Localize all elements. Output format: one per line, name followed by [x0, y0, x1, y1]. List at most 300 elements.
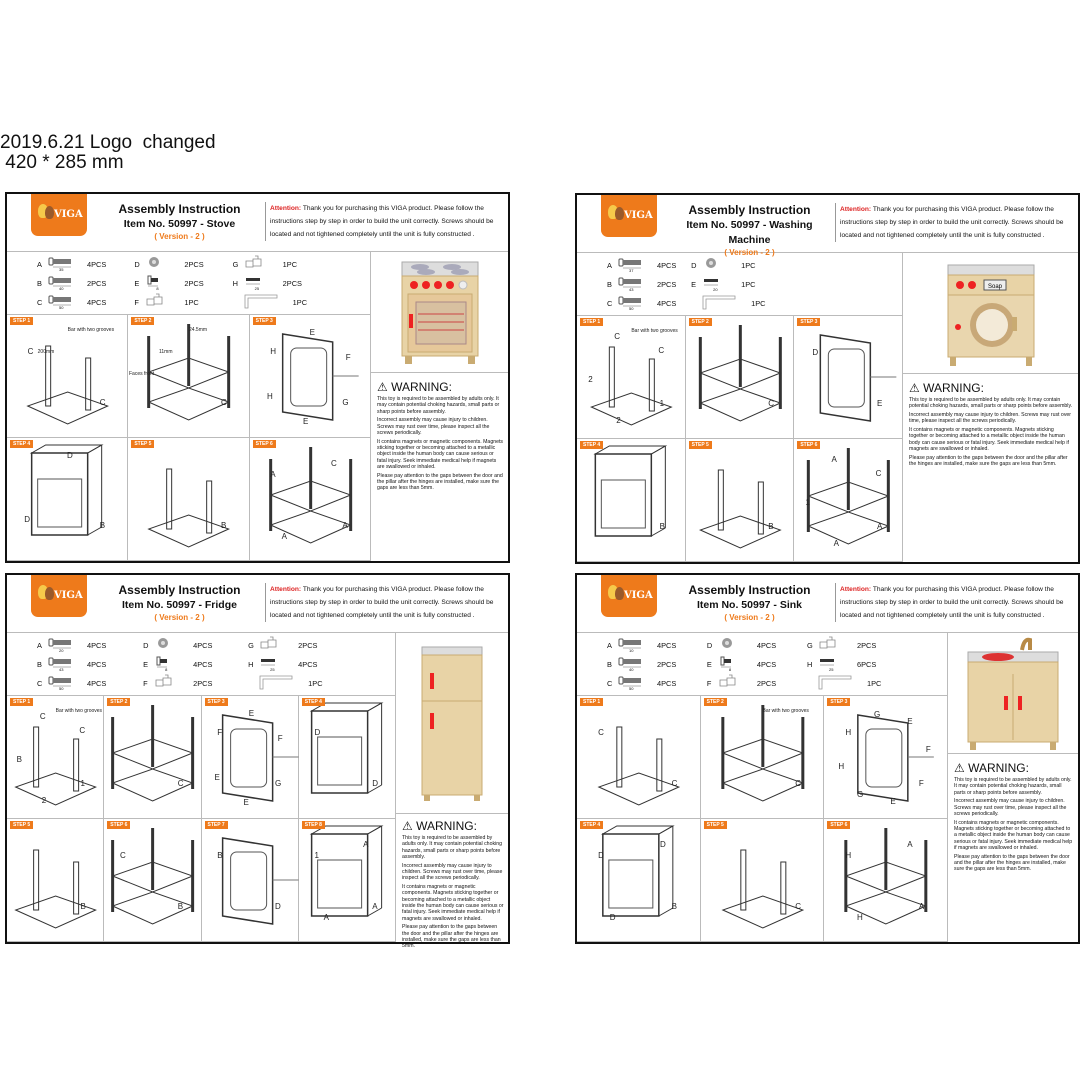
- warning-paragraph: Please pay attention to the gaps between the door and the pillar after the hinges are installed, make sure the gaps are less than 5mm.: [909, 454, 1068, 468]
- step-3: [824, 696, 948, 819]
- step-badge: STEP 5: [10, 821, 33, 829]
- screw-icon: [617, 674, 649, 692]
- attention-text: Thank you for purchasing this VIGA product. Please follow the instructions step by step in order to build the unit correctly. Screws should be located and not tightened completely until the unit is fully constructed .: [840, 586, 1064, 619]
- part-item: [248, 655, 317, 673]
- part-callout: F: [277, 734, 283, 744]
- part-letter: H: [232, 278, 239, 288]
- step-badge: STEP 6: [253, 440, 276, 448]
- warning-heading: [909, 381, 1074, 395]
- short-screw-icon: [258, 655, 290, 673]
- step-5: [686, 439, 795, 562]
- instruction-sheet-sink: [575, 573, 1080, 944]
- warning-paragraph: Incorrect assembly may cause injury to children. Screws may rust over time, please inspect all the screws periodically.: [402, 862, 503, 882]
- allen-key-icon: [243, 293, 285, 311]
- attention-notice: [265, 202, 510, 241]
- part-callout: D: [372, 778, 379, 788]
- part-letter: D: [691, 260, 697, 270]
- screw-icon: [617, 655, 649, 673]
- step-2: [686, 316, 795, 439]
- part-callout: F: [217, 728, 223, 738]
- part-item: [143, 674, 212, 692]
- part-length: 8: [728, 667, 732, 672]
- parts-list: [7, 633, 396, 696]
- part-quantity: 2PCS: [184, 259, 204, 269]
- hinge-screw-icon: [717, 655, 749, 673]
- step-badge: STEP 6: [107, 821, 130, 829]
- part-callout: A: [372, 901, 378, 911]
- version-label: ( Version - 2 ): [724, 613, 775, 622]
- attention-label: Attention:: [270, 205, 302, 212]
- part-callout: H: [270, 347, 277, 357]
- attention-label: Attention:: [840, 206, 872, 213]
- part-length: 25: [254, 286, 260, 291]
- part-callout: C: [614, 331, 620, 341]
- sheet-title: [672, 203, 827, 258]
- part-quantity: 4PCS: [756, 640, 777, 650]
- part-item: [248, 636, 317, 654]
- part-length: 43: [59, 667, 64, 672]
- part-quantity: 2PCS: [298, 640, 318, 650]
- part-callout: C: [795, 901, 801, 911]
- part-callout: B: [177, 901, 184, 911]
- short-screw-icon: [817, 655, 849, 673]
- part-item: [807, 655, 876, 673]
- step-3: [794, 316, 903, 439]
- part-quantity: 4PCS: [87, 640, 107, 650]
- part-quantity: 4PCS: [657, 678, 677, 688]
- part-callout: B: [671, 901, 677, 911]
- step-badge: STEP 3: [253, 317, 276, 325]
- part-callout: C: [875, 469, 882, 479]
- part-item: [707, 655, 776, 673]
- part-callout: C: [658, 346, 665, 356]
- part-letter: B: [607, 659, 612, 669]
- heading: Assembly Instruction: [688, 583, 811, 597]
- part-callout: A: [876, 521, 883, 531]
- item-number: Item No. 50997 - Washing Machine: [686, 219, 813, 246]
- part-item: [607, 674, 676, 692]
- part-item: [143, 636, 212, 654]
- bear-icon: [45, 206, 54, 219]
- part-callout: C: [598, 728, 604, 738]
- part-item: [37, 655, 106, 673]
- step-6: [824, 819, 948, 942]
- part-callout: D: [598, 851, 604, 861]
- step-badge: STEP 5: [689, 441, 712, 449]
- part-item: [134, 274, 203, 292]
- step-badge: STEP 3: [797, 318, 820, 326]
- product-column: [395, 633, 508, 950]
- warning-triangle-icon: ⚠: [954, 761, 969, 775]
- part-callout: 1: [659, 398, 665, 408]
- screw-icon: [47, 293, 79, 311]
- screw-icon: [47, 274, 79, 292]
- part-quantity: 4PCS: [657, 298, 677, 308]
- step-badge: STEP 4: [580, 441, 603, 449]
- warning-triangle-icon: ⚠: [377, 380, 392, 394]
- step-4: [299, 696, 396, 819]
- part-callout: A: [323, 913, 329, 923]
- screw-icon: [47, 655, 79, 673]
- part-callout: D: [24, 514, 31, 524]
- part-letter: B: [607, 279, 612, 289]
- part-quantity: 1PC: [292, 297, 308, 307]
- part-quantity: 2PCS: [857, 640, 877, 650]
- warning-paragraph: Incorrect assembly may cause injury to children. Screws may rust over time, please inspect all the screws periodically.: [954, 798, 1067, 817]
- part-item: [134, 255, 203, 273]
- part-callout: E: [248, 709, 255, 719]
- assembly-steps: [7, 315, 371, 561]
- step-6: [250, 438, 371, 561]
- part-callout: A: [907, 839, 913, 849]
- part-callout: C: [27, 347, 34, 357]
- instruction-sheet-stove: [5, 192, 510, 563]
- part-callout: A: [918, 901, 925, 911]
- part-callout: D: [659, 839, 666, 849]
- nut-icon: [153, 636, 185, 654]
- part-letter: G: [807, 640, 813, 650]
- step-badge: STEP 7: [205, 821, 228, 829]
- step-badge: STEP 4: [10, 440, 33, 448]
- product-photo-washer: [903, 253, 1078, 374]
- part-quantity: 1PC: [867, 678, 882, 688]
- part-callout: E: [876, 398, 883, 408]
- warning-heading: [377, 380, 504, 394]
- attention-notice: [835, 583, 1080, 622]
- part-callout: B: [768, 521, 774, 531]
- step-badge: STEP 1: [580, 318, 603, 326]
- warning-paragraph: Please pay attention to the gaps between the door and the pillar after the hinges are installed, make sure the gaps are less than 5mm.: [377, 472, 503, 492]
- viga-logo: [601, 575, 657, 617]
- step-6: [794, 439, 903, 562]
- part-quantity: 4PCS: [87, 297, 107, 307]
- part-callout: F: [345, 353, 351, 363]
- part-callout: B: [659, 521, 665, 531]
- part-quantity: 2PCS: [657, 659, 677, 669]
- product-photo-fridge: [396, 633, 508, 814]
- logo-text: VIGA: [54, 209, 83, 220]
- warning-paragraph: Please pay attention to the gaps between the door and the pillar after the hinges are installed, make sure the gaps are less than 5mm.: [402, 924, 501, 950]
- short-screw-icon: [243, 274, 275, 292]
- part-length: 50: [629, 686, 634, 691]
- step-4: [577, 439, 686, 562]
- bracket-icon: [258, 636, 290, 654]
- part-quantity: 2PCS: [756, 678, 777, 688]
- bracket-icon: [243, 255, 275, 273]
- part-item: [233, 274, 302, 292]
- part-letter: F: [134, 297, 139, 307]
- screw-icon: [47, 674, 79, 692]
- attention-text: Thank you for purchasing this VIGA product. Please follow the instructions step by step in order to build the unit correctly. Screws should be located and not tightened completely until the unit is fully constructed .: [270, 205, 494, 238]
- step-3: [250, 315, 371, 438]
- part-letter: D: [134, 259, 140, 269]
- step-annotation: 11mm: [158, 349, 173, 355]
- warning-heading: [402, 819, 504, 833]
- allen-key-icon: [817, 674, 859, 692]
- part-item: [691, 256, 755, 274]
- nut-icon: [701, 256, 733, 274]
- short-screw-icon: [701, 275, 733, 293]
- product-photo-stove: [371, 252, 508, 373]
- step-4: [577, 819, 701, 942]
- part-letter: E: [143, 659, 149, 669]
- part-callout: A: [281, 532, 287, 542]
- attention-text: Thank you for purchasing this VIGA product. Please follow the instructions step by step in order to build the unit correctly. Screws should be located and not tightened completely until the unit is fully constructed .: [840, 206, 1064, 239]
- warning-paragraph: This toy is required to be assembled by adults only. It may contain potential choking hazards, small parts or sharp points before assembly.: [909, 397, 1073, 410]
- part-length: 8: [156, 286, 159, 291]
- part-item: [807, 674, 881, 692]
- allen-key-icon: [258, 674, 300, 692]
- warning-paragraph: This toy is required to be assembled by adults only. It may contain potential choking hazards, small parts or sharp points before assembly.: [402, 835, 502, 860]
- part-length: 37: [629, 268, 634, 273]
- assembly-steps: [7, 696, 396, 942]
- part-item: [233, 293, 307, 311]
- part-letter: C: [37, 297, 43, 307]
- step-badge: STEP 3: [827, 698, 850, 706]
- heading: Assembly Instruction: [118, 202, 241, 216]
- part-letter: C: [607, 298, 613, 308]
- part-item: [248, 674, 322, 692]
- part-item: [134, 293, 198, 311]
- part-letter: A: [607, 640, 612, 650]
- part-item: [607, 636, 676, 654]
- sheet-title: [102, 583, 257, 623]
- step-badge: STEP 4: [580, 821, 603, 829]
- screw-icon: [617, 275, 649, 293]
- part-letter: H: [248, 659, 254, 669]
- assembly-steps: [577, 696, 948, 942]
- item-number: Item No. 50997 - Fridge: [122, 599, 237, 611]
- attention-label: Attention:: [840, 586, 872, 593]
- step-8: [299, 819, 396, 942]
- part-callout: C: [79, 726, 86, 736]
- step-annotation: Bar with two grooves: [67, 327, 115, 333]
- bracket-icon: [817, 636, 849, 654]
- part-callout: A: [363, 839, 369, 849]
- part-callout: 2: [588, 374, 593, 384]
- part-quantity: 1PC: [282, 259, 298, 269]
- part-letter: F: [143, 678, 148, 688]
- warning-title: WARNING:: [923, 381, 984, 395]
- part-callout: D: [609, 913, 616, 923]
- print-size-note: 420 * 285 mm: [0, 152, 124, 173]
- step-badge: STEP 1: [10, 317, 33, 325]
- step-2: [701, 696, 825, 819]
- part-callout: G: [857, 790, 864, 800]
- step-badge: STEP 3: [205, 698, 228, 706]
- assembly-steps: [577, 316, 903, 562]
- part-quantity: 1PC: [741, 260, 756, 270]
- product-column: [947, 633, 1078, 942]
- step-2: [128, 315, 249, 438]
- part-callout: 2: [616, 415, 621, 425]
- part-letter: E: [691, 279, 697, 289]
- svg-text:Soap: Soap: [987, 284, 1002, 290]
- part-letter: A: [37, 259, 42, 269]
- part-letter: H: [807, 659, 813, 669]
- warning-title: WARNING:: [391, 380, 452, 394]
- warning-paragraph: It contains magnets or magnetic components. Magnets sticking together or becoming attached to a metallic object inside the human body can cause serious or fatal injury. Seek immediate medical help if magnets are swallowed or inhaled.: [954, 819, 1073, 851]
- part-item: [607, 256, 676, 274]
- part-callout: C: [768, 398, 775, 408]
- part-callout: C: [177, 778, 184, 788]
- part-callout: 1: [805, 497, 810, 507]
- part-quantity: 2PCS: [193, 678, 213, 688]
- step-badge: STEP 2: [689, 318, 712, 326]
- warning-paragraph: It contains magnets or magnetic components. Magnets sticking together or becoming attached to a metallic object inside the human body can cause serious or fatal injury. Seek immediate medical help if magnets are swallowed or inhaled.: [377, 438, 504, 470]
- part-item: [807, 636, 876, 654]
- sheet-header: [577, 575, 1078, 633]
- part-callout: E: [309, 328, 315, 338]
- part-callout: C: [671, 778, 678, 788]
- step-badge: STEP 5: [131, 440, 154, 448]
- revision-note: [0, 133, 216, 173]
- instruction-sheet-washer: [575, 193, 1080, 564]
- part-letter: C: [607, 678, 613, 688]
- warning-title: WARNING:: [416, 819, 477, 833]
- part-item: [37, 255, 106, 273]
- part-length: 50: [59, 305, 64, 310]
- part-quantity: 2PCS: [657, 279, 677, 289]
- bear-icon: [45, 587, 54, 600]
- hinge-screw-icon: [153, 655, 185, 673]
- part-quantity: 4PCS: [756, 659, 777, 669]
- step-badge: STEP 1: [10, 698, 33, 706]
- part-item: [707, 636, 776, 654]
- parts-list: [7, 252, 371, 315]
- part-item: [607, 275, 676, 293]
- part-letter: B: [37, 278, 42, 288]
- attention-label: Attention:: [270, 586, 302, 593]
- step-1: [577, 316, 686, 439]
- part-letter: G: [248, 640, 254, 650]
- step-annotation: 24.5mm: [188, 327, 208, 333]
- part-callout: C: [99, 397, 106, 407]
- step-badge: STEP 5: [704, 821, 727, 829]
- step-badge: STEP 4: [302, 698, 325, 706]
- part-quantity: 4PCS: [657, 640, 677, 650]
- attention-notice: [265, 583, 510, 622]
- step-6: [104, 819, 201, 942]
- part-callout: C: [221, 397, 227, 407]
- step-annotation: Bar with two grooves: [55, 708, 103, 714]
- revision-date-note: 2019.6.21 Logo changed: [0, 132, 216, 153]
- part-letter: A: [37, 640, 42, 650]
- screw-icon: [47, 636, 79, 654]
- part-callout: 1: [314, 851, 319, 861]
- part-quantity: 1PC: [741, 279, 756, 289]
- part-callout: C: [39, 711, 46, 721]
- part-quantity: 4PCS: [193, 659, 213, 669]
- part-quantity: 6PCS: [857, 659, 877, 669]
- part-callout: E: [907, 716, 913, 726]
- sheet-title: [672, 583, 827, 623]
- version-label: ( Version - 2 ): [724, 248, 775, 257]
- part-callout: B: [80, 901, 86, 911]
- warning-box: [377, 380, 504, 494]
- part-callout: H: [857, 913, 863, 923]
- part-length: 20: [59, 648, 64, 653]
- part-callout: D: [67, 451, 73, 461]
- step-2: [104, 696, 201, 819]
- part-callout: E: [302, 416, 309, 426]
- part-callout: 1: [80, 778, 85, 788]
- warning-paragraph: It contains magnets or magnetic components. Magnets sticking together or becoming attached to a metallic object inside the human body can cause serious or fatal injury. Seek immediate medical help if magnets are swallowed or inhaled.: [402, 884, 504, 922]
- part-callout: C: [330, 458, 337, 468]
- warning-triangle-icon: ⚠: [402, 819, 417, 833]
- instruction-sheet-fridge: [5, 573, 510, 950]
- part-callout: E: [243, 797, 249, 807]
- part-quantity: 1PC: [184, 297, 199, 307]
- part-callout: F: [925, 745, 931, 755]
- part-item: [37, 274, 106, 292]
- part-callout: A: [342, 520, 348, 530]
- step-badge: STEP 2: [131, 317, 154, 325]
- logo-text: VIGA: [624, 210, 653, 221]
- part-callout: F: [918, 778, 924, 788]
- part-item: [37, 674, 106, 692]
- step-5: [701, 819, 825, 942]
- part-callout: D: [812, 348, 819, 358]
- version-label: ( Version - 2 ): [154, 613, 205, 622]
- part-quantity: 4PCS: [87, 659, 107, 669]
- part-callout: B: [221, 520, 227, 530]
- viga-logo: [31, 575, 87, 617]
- attention-notice: [835, 203, 1080, 242]
- part-callout: B: [99, 520, 106, 530]
- step-1: [7, 696, 104, 819]
- bear-icon: [615, 587, 624, 600]
- heading: Assembly Instruction: [118, 583, 241, 597]
- part-letter: F: [706, 678, 712, 688]
- part-quantity: 1PC: [308, 678, 323, 688]
- logo-text: VIGA: [54, 590, 83, 601]
- nut-icon: [717, 636, 749, 654]
- warning-title: WARNING:: [968, 761, 1029, 775]
- part-quantity: 2PCS: [87, 278, 107, 288]
- part-letter: D: [706, 640, 713, 650]
- step-4: [7, 438, 128, 561]
- part-length: 10: [629, 648, 634, 653]
- warning-box: [909, 381, 1074, 470]
- version-label: ( Version - 2 ): [154, 232, 205, 241]
- step-badge: STEP 8: [302, 821, 325, 829]
- step-badge: STEP 2: [704, 698, 727, 706]
- product-column: [902, 253, 1078, 562]
- part-length: 25: [270, 667, 275, 672]
- step-5: [128, 438, 249, 561]
- part-length: 50: [59, 686, 64, 691]
- part-letter: E: [706, 659, 712, 669]
- part-callout: C: [119, 851, 126, 861]
- item-number: Item No. 50997 - Sink: [696, 599, 803, 611]
- part-letter: D: [143, 640, 149, 650]
- bracket-icon: [144, 293, 176, 311]
- part-item: [37, 636, 106, 654]
- bracket-icon: [717, 674, 749, 692]
- part-quantity: 1PC: [751, 298, 766, 308]
- allen-key-icon: [701, 294, 743, 312]
- part-length: 50: [629, 306, 634, 311]
- part-item: [607, 294, 676, 312]
- warning-triangle-icon: ⚠: [909, 381, 924, 395]
- part-quantity: 4PCS: [193, 640, 213, 650]
- part-callout: H: [266, 391, 273, 401]
- warning-paragraph: Incorrect assembly may cause injury to children. Screws may rust over time, please inspect all the screws periodically.: [377, 417, 490, 436]
- part-callout: A: [270, 470, 276, 480]
- warning-paragraph: Please pay attention to the gaps between the door and the pillar after the hinges are installed, make sure the gaps are less than 5mm.: [954, 853, 1070, 873]
- step-1: [577, 696, 701, 819]
